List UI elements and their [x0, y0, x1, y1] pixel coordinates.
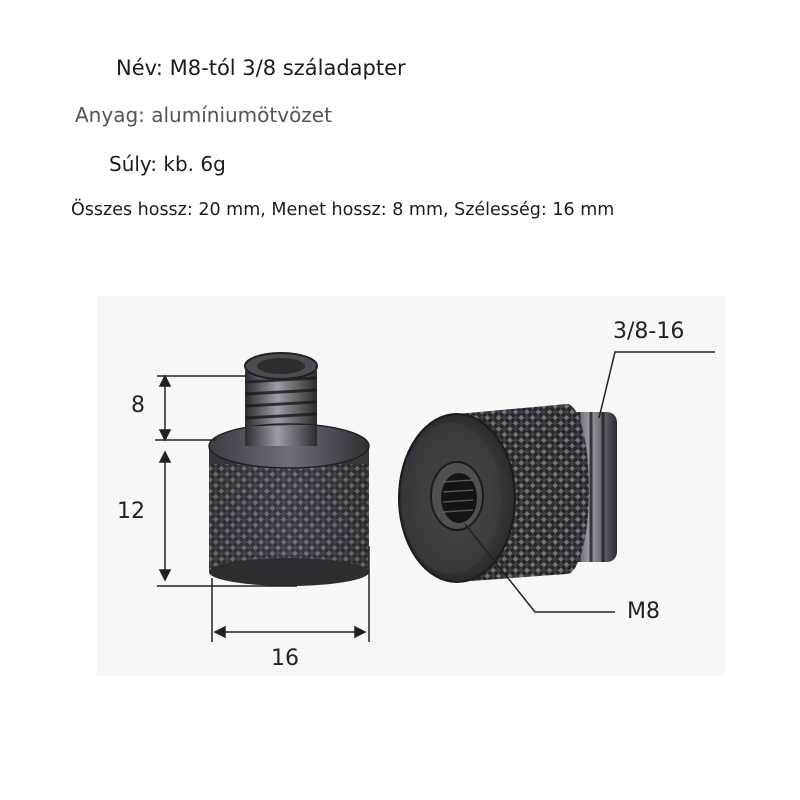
- adapter-illustration: [97, 296, 725, 676]
- label-width: 16: [271, 646, 299, 671]
- left-adapter: [209, 353, 369, 586]
- label-thread-height: 8: [131, 393, 145, 418]
- right-adapter: [399, 404, 617, 582]
- label-top-thread: 3/8-16: [613, 319, 685, 344]
- spec-dimensions: Összes hossz: 20 mm, Menet hossz: 8 mm, Szélesség: 16 mm: [71, 200, 615, 220]
- label-bottom-thread: M8: [627, 599, 660, 624]
- product-photo: [97, 296, 725, 676]
- spec-name: Név: M8-tól 3/8 száladapter: [116, 56, 406, 80]
- spec-material: Anyag: alumíniumötvözet: [75, 103, 332, 127]
- label-body-height: 12: [117, 499, 145, 524]
- spec-weight: Súly: kb. 6g: [109, 152, 226, 176]
